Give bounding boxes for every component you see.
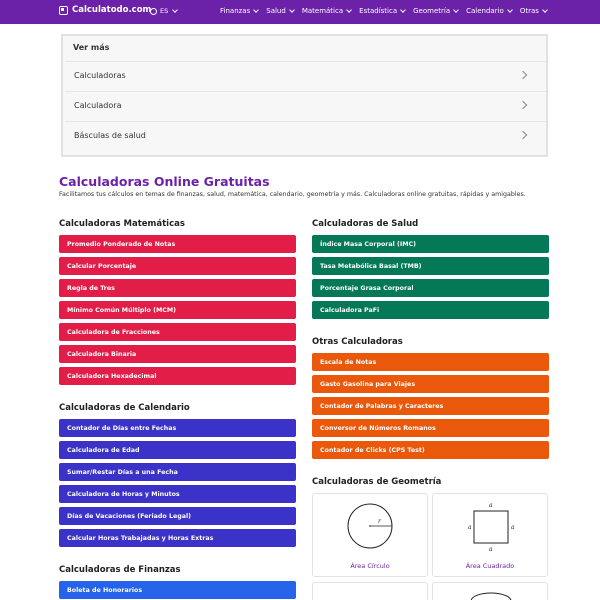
nav-estadistica-label: Estadística: [359, 7, 398, 15]
calc-button-mcm[interactable]: Mínimo Común Múltiplo (MCM): [59, 301, 296, 319]
circle-figure-icon: [313, 494, 429, 564]
geometry-card-label: Área Círculo: [350, 562, 390, 570]
nav-calendario[interactable]: [466, 7, 512, 15]
language-selector[interactable]: [150, 7, 177, 15]
language-label: ES: [160, 7, 169, 15]
section-title-matematicas: Calculadoras Matemáticas: [59, 219, 185, 229]
ver-mas-title: Ver más: [73, 43, 110, 52]
nav-geometria[interactable]: [413, 7, 458, 15]
calc-button-sumar-restar-dias[interactable]: Sumar/Restar Días a una Fecha: [59, 463, 296, 481]
calc-button-horas-minutos[interactable]: Calculadora de Horas y Minutos: [59, 485, 296, 503]
nav-estadistica[interactable]: [359, 7, 405, 15]
top-navbar: [0, 0, 600, 24]
section-title-finanzas: Calculadoras de Finanzas: [59, 565, 181, 575]
calc-button-grasa-corporal[interactable]: Porcentaje Grasa Corporal: [312, 279, 549, 297]
nav-matematica-label: Matemática: [301, 7, 344, 15]
side-annotation-top: a: [489, 502, 493, 509]
geometry-card-label: Área Cuadrado: [465, 562, 515, 570]
chevron-down-icon: [507, 7, 513, 13]
globe-icon: [150, 8, 157, 15]
chevron-right-icon: [519, 101, 527, 109]
side-annotation-right: a: [511, 524, 515, 531]
geometry-card-circulo[interactable]: [312, 493, 428, 577]
geometry-card-cuadrado[interactable]: [432, 493, 548, 577]
chevron-right-icon: [519, 131, 527, 139]
calc-button-promedio[interactable]: Promedio Ponderado de Notas: [59, 235, 296, 253]
calc-button-escala-notas[interactable]: Escala de Notas: [312, 353, 549, 371]
geometry-card-next-2[interactable]: [432, 582, 548, 600]
chevron-right-icon: [519, 71, 527, 79]
ver-mas-item-label: Calculadora: [74, 101, 122, 110]
ver-mas-item-basculas[interactable]: [65, 121, 546, 149]
calc-button-gasolina[interactable]: Gasto Gasolina para Viajes: [312, 375, 549, 393]
chevron-down-icon: [289, 7, 295, 13]
section-title-salud: Calculadoras de Salud: [312, 219, 419, 229]
ver-mas-item-calculadora[interactable]: [65, 91, 546, 119]
radius-annotation: r: [378, 518, 381, 525]
nav-salud-label: Salud: [266, 7, 286, 15]
section-title-calendario: Calculadoras de Calendario: [59, 403, 190, 413]
calc-button-binaria[interactable]: Calculadora Binaria: [59, 345, 296, 363]
nav-otras[interactable]: [520, 7, 547, 15]
calc-button-fracciones[interactable]: Calculadora de Fracciones: [59, 323, 296, 341]
section-title-geometria: Calculadoras de Geometría: [312, 477, 442, 487]
nav-finanzas-label: Finanzas: [220, 7, 251, 15]
section-title-otras: Otras Calculadoras: [312, 337, 403, 347]
site-logo[interactable]: [59, 5, 151, 15]
ellipse-figure-icon: [433, 583, 549, 600]
chevron-down-icon: [346, 7, 352, 13]
nav-salud[interactable]: [266, 7, 294, 15]
calc-button-hexadecimal[interactable]: Calculadora Hexadecimal: [59, 367, 296, 385]
square-figure-icon: [433, 494, 549, 564]
calc-button-dias-entre-fechas[interactable]: Contador de Días entre Fechas: [59, 419, 296, 437]
nav-geometria-label: Geometría: [413, 7, 451, 15]
ver-mas-item-label: Calculadoras: [74, 71, 126, 80]
calc-button-porcentaje[interactable]: Calcular Porcentaje: [59, 257, 296, 275]
chevron-down-icon: [400, 7, 406, 13]
calc-button-horas-trabajadas[interactable]: Calcular Horas Trabajadas y Horas Extras: [59, 529, 296, 547]
calc-button-tmb[interactable]: Tasa Metabólica Basal (TMB): [312, 257, 549, 275]
calc-button-imc[interactable]: Índice Masa Corporal (IMC): [312, 235, 549, 253]
ver-mas-item-label: Básculas de salud: [74, 131, 146, 140]
side-annotation-left: a: [468, 524, 472, 531]
chevron-down-icon: [172, 7, 178, 13]
chevron-down-icon: [542, 7, 548, 13]
calc-button-edad[interactable]: Calculadora de Edad: [59, 441, 296, 459]
page-title: Calculadoras Online Gratuitas: [59, 174, 270, 189]
nav-finanzas[interactable]: [220, 7, 258, 15]
ver-mas-item-calculadoras[interactable]: [65, 61, 546, 89]
logo-text: Calculatodo.com: [72, 5, 152, 15]
calc-button-regla-de-tres[interactable]: Regla de Tres: [59, 279, 296, 297]
calc-button-palabras[interactable]: Contador de Palabras y Caracteres: [312, 397, 549, 415]
nav-calendario-label: Calendario: [466, 7, 504, 15]
chevron-down-icon: [453, 7, 459, 13]
calc-button-pafi[interactable]: Calculadora PaFi: [312, 301, 549, 319]
nav-otras-label: Otras: [519, 7, 539, 15]
geometry-card-next-1[interactable]: [312, 582, 428, 600]
calc-button-boleta-honorarios[interactable]: Boleta de Honorarios: [59, 581, 296, 599]
calc-button-vacaciones[interactable]: Días de Vacaciones (Feriado Legal): [59, 507, 296, 525]
calc-button-cps[interactable]: Contador de Clicks (CPS Test): [312, 441, 549, 459]
page-description: Facilitamos tus cálculos en temas de finanzas, salud, matemática, calendario, geometría y más. Calculadoras online gratuitas, rápidas y amigables.: [59, 191, 526, 198]
ver-mas-panel: [61, 34, 548, 157]
side-annotation-bottom: a: [489, 546, 493, 553]
chevron-down-icon: [253, 7, 259, 13]
nav-matematica[interactable]: [302, 7, 351, 15]
calculator-icon: [59, 6, 68, 15]
calc-button-romanos[interactable]: Conversor de Números Romanos: [312, 419, 549, 437]
